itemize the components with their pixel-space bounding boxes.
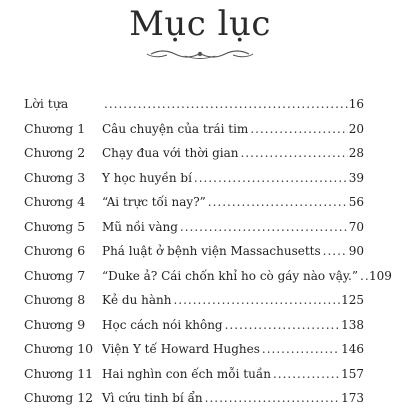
toc-page: 70 [348,219,364,234]
toc-page: 173 [341,391,364,405]
toc-label: Chương 10 [24,341,94,356]
toc-page: 138 [341,317,364,332]
toc-label: Lời tựa [24,96,69,111]
toc-page: 39 [348,170,364,185]
toc-label: Chương 4 [24,194,86,209]
toc-title: Học cách nói không [102,317,223,332]
toc-leader [241,146,348,160]
toc-row-chapter-7 [24,267,392,293]
toc-label: Chương 1 [24,120,86,136]
toc-page: 109 [369,268,392,283]
toc-leader [273,367,340,381]
toc-title: “Ai trực tối nay?” [102,195,206,209]
toc-title: Y học huyền bí [102,170,192,185]
toc-title: “Duke ả? Cái chốn khỉ ho cò gáy nào vậy.” [102,268,358,283]
toc-row-chapter-8 [24,292,364,317]
toc-page: 90 [348,244,364,258]
toc-label: Chương 11 [24,365,94,381]
toc-leader [360,269,368,283]
toc-row-chapter-2 [24,145,364,170]
toc-row-chapter-11 [24,366,364,391]
toc-leader [262,342,340,356]
toc-page: 16 [348,97,364,111]
toc-title: Phá luật ở bệnh viện Massachusetts [102,244,321,258]
toc-page: 146 [341,342,364,356]
toc-row-preface [24,96,364,121]
toc-title: Viện Y tế Howard Hughes [102,342,260,356]
toc-leader [250,122,347,136]
toc-leader [104,97,348,111]
ornament-divider-icon [145,46,255,62]
toc-leader [180,220,348,234]
toc-leader [173,293,340,307]
toc-title: Hai nghìn con ếch mỗi tuần [102,366,271,381]
toc-label: Chương 5 [24,218,86,234]
toc-title: Câu chuyện của trái tim [102,121,249,136]
toc-leader [208,195,348,209]
toc-label: Chương 2 [24,145,86,160]
toc-label: Chương 8 [24,292,86,307]
page-title: Mục lục [129,4,271,44]
toc-leader [225,318,340,332]
toc-title: Chạy đua với thời gian [102,146,239,160]
toc-page: 157 [341,366,364,381]
toc-row-chapter-4 [24,194,364,219]
toc-title: Vì cứu tinh bí ẩn [102,391,203,405]
toc-label: Chương 6 [24,243,86,258]
toc-row-chapter-9 [24,317,364,342]
toc-row-chapter-12 [24,390,364,415]
toc-title: Kẻ du hành [102,293,172,307]
toc-leader [323,244,348,258]
toc-row-chapter-3 [24,170,364,195]
table-of-contents [24,96,392,415]
toc-label: Chương 9 [24,316,86,332]
toc-row-chapter-1 [24,121,364,146]
toc-row-chapter-10 [24,341,364,366]
toc-label: Chương 3 [24,169,86,185]
toc-page: 28 [348,146,364,160]
toc-page: 125 [341,293,364,307]
toc-leader [194,171,348,185]
toc-page: 20 [348,121,364,136]
toc-row-chapter-6 [24,243,364,268]
toc-row-chapter-5 [24,219,364,244]
toc-title: Mũ nồi vàng [102,219,178,234]
toc-label: Chương 12 [24,390,94,405]
toc-page: 56 [348,195,364,209]
toc-leader [205,391,340,405]
toc-label: Chương 7 [24,267,86,283]
